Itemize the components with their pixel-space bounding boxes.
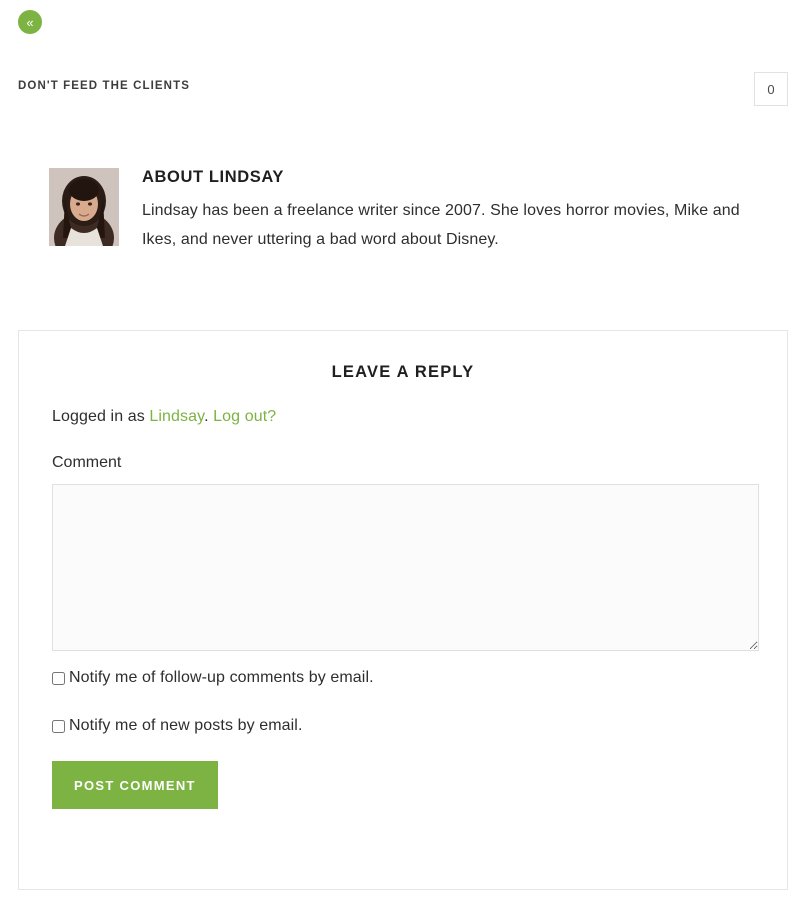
logout-link[interactable]: Log out? (213, 408, 277, 425)
previous-post-button[interactable] (18, 10, 42, 34)
notify-followup-label[interactable]: Notify me of follow-up comments by email. (69, 669, 374, 686)
author-bio: Lindsay has been a freelance writer since 2007. She loves horror movies, Mike and Ikes, and never uttering a bad word about Disney. (142, 201, 740, 248)
logged-in-prefix: Logged in as (52, 408, 150, 425)
logged-in-separator: . (204, 408, 214, 425)
comment-form (18, 330, 788, 890)
notify-newposts-row[interactable] (52, 717, 787, 735)
post-meta-row (18, 72, 788, 108)
notify-followup-checkbox[interactable] (52, 672, 65, 685)
reply-title: LEAVE A REPLY (331, 363, 475, 381)
chevron-left-icon: « (26, 14, 34, 30)
comment-input[interactable] (52, 484, 759, 651)
page-title: DON'T FEED THE CLIENTS (18, 80, 190, 92)
comment-count-badge[interactable] (754, 72, 788, 106)
comment-count-value: 0 (767, 81, 775, 97)
post-comment-button[interactable]: POST COMMENT (52, 761, 218, 809)
notify-newposts-checkbox[interactable] (52, 720, 65, 733)
profile-link[interactable]: Lindsay (149, 408, 205, 425)
avatar (49, 168, 119, 246)
notify-followup-row[interactable] (52, 669, 787, 687)
author-box (49, 168, 756, 254)
logged-in-status (52, 408, 787, 426)
notify-newposts-label[interactable]: Notify me of new posts by email. (69, 717, 303, 734)
author-text (142, 168, 756, 254)
author-heading: ABOUT LINDSAY (142, 168, 284, 186)
comment-field-label: Comment (52, 454, 122, 471)
